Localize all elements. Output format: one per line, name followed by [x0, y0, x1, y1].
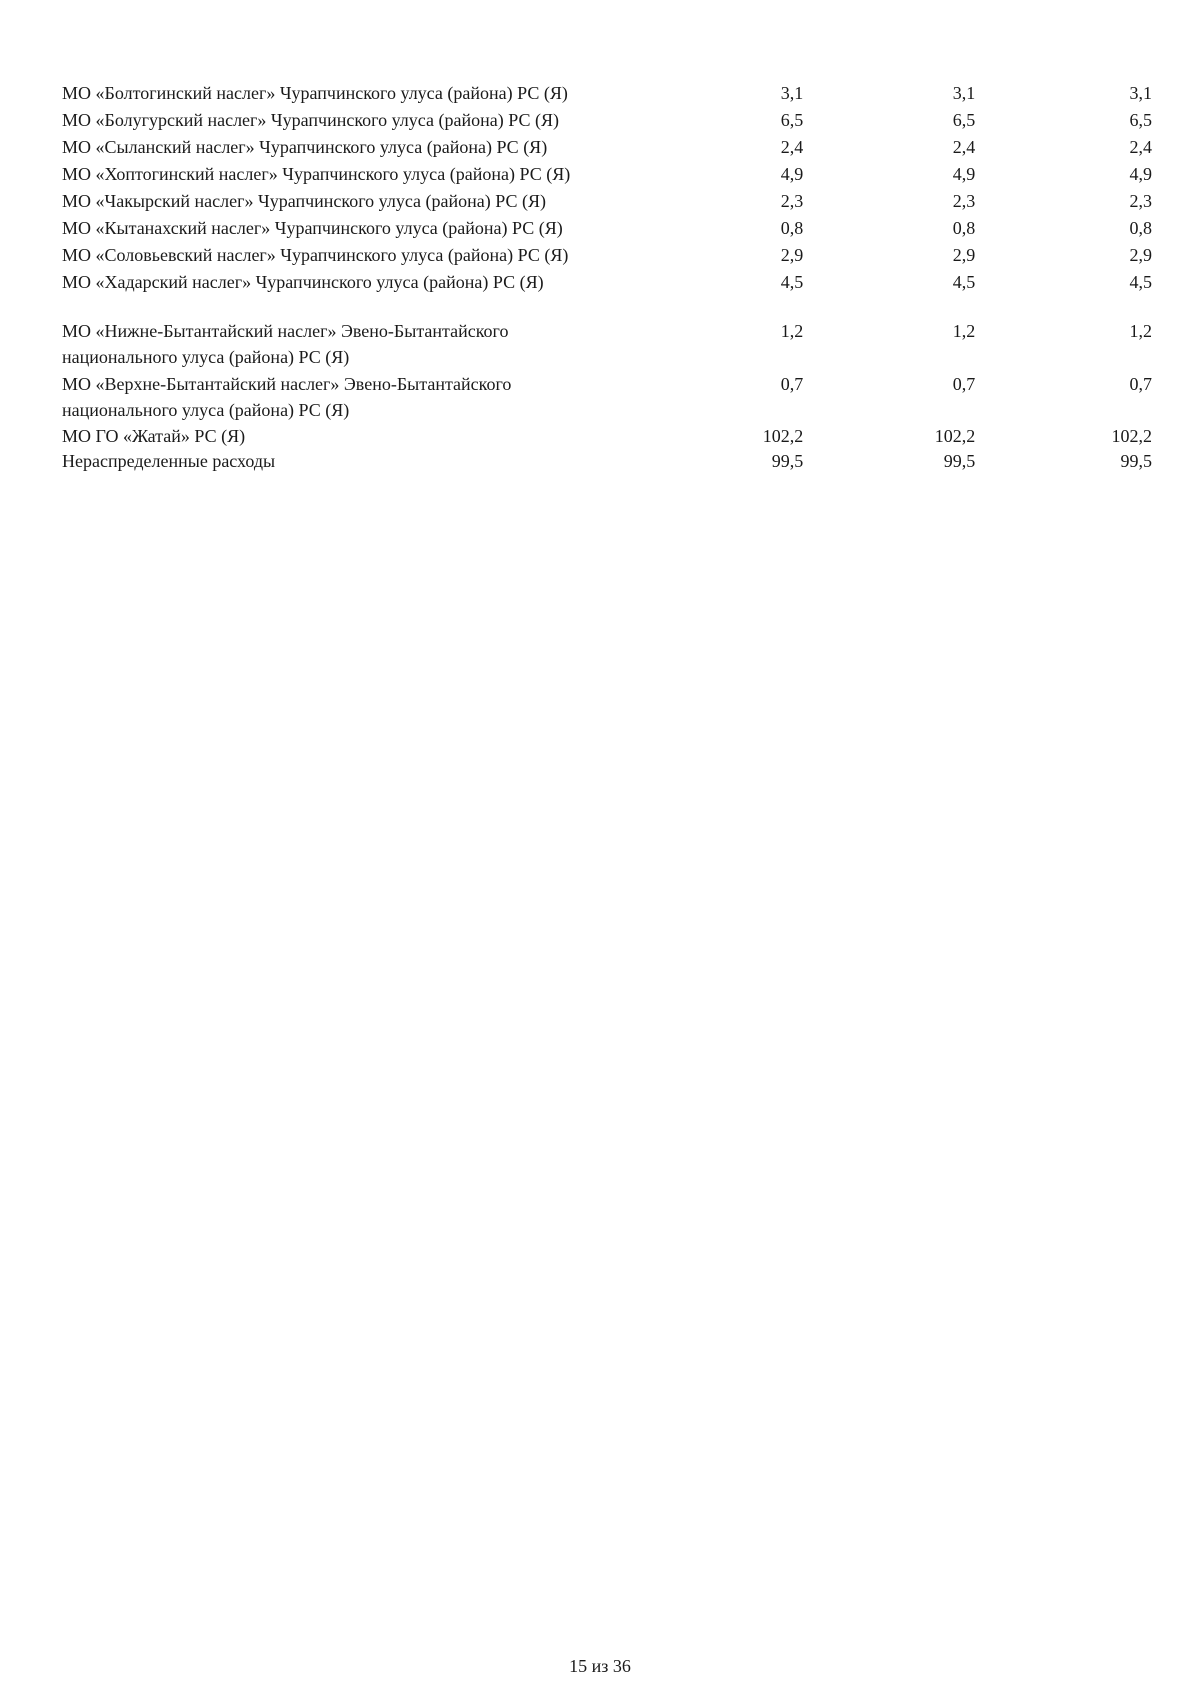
row-value-1: 0,8	[780, 218, 804, 238]
row-name: Нераспределенные расходы	[62, 451, 276, 471]
row-value-3: 0,7	[1129, 374, 1152, 394]
row-value-2: 0,8	[952, 218, 976, 238]
row-value-2: 6,5	[952, 110, 976, 130]
row-value-2: 4,5	[952, 272, 976, 292]
row-name: МО «Кытанахский наслег» Чурапчинского улуса (района) РС (Я)	[62, 218, 563, 238]
row-value-3: 2,9	[1129, 245, 1152, 265]
table-row	[62, 80, 1152, 107]
row-name: МО «Нижне-Бытантайский наслег» Эвено-Бытантайского национального улуса (района) РС (Я)	[62, 321, 509, 367]
page-number: 15 из 36	[569, 1656, 631, 1676]
row-name: МО «Соловьевский наслег» Чурапчинского улуса (района) РС (Я)	[62, 245, 569, 265]
table-row	[62, 371, 1152, 424]
row-value-1: 2,4	[780, 137, 804, 157]
row-value-1: 102,2	[762, 426, 804, 446]
row-name: МО «Хадарский наслег» Чурапчинского улуса (района) РС (Я)	[62, 272, 544, 292]
row-value-2: 2,9	[952, 245, 976, 265]
budget-table	[62, 80, 1152, 474]
row-value-1: 99,5	[771, 451, 804, 471]
table-row	[62, 215, 1152, 242]
row-value-2: 4,9	[952, 164, 976, 184]
row-name: МО «Чакырский наслег» Чурапчинского улуса (района) РС (Я)	[62, 191, 547, 211]
row-value-2: 1,2	[952, 321, 976, 341]
table-row	[62, 449, 1152, 474]
row-value-1: 3,1	[780, 83, 804, 103]
row-value-3: 1,2	[1129, 321, 1152, 341]
row-name: МО «Хоптогинский наслег» Чурапчинского улуса (района) РС (Я)	[62, 164, 571, 184]
row-name: МО «Сыланский наслег» Чурапчинского улуса (района) РС (Я)	[62, 137, 548, 157]
table-row	[62, 161, 1152, 188]
table-row	[62, 269, 1152, 318]
table-row	[62, 107, 1152, 134]
row-value-3: 102,2	[1111, 426, 1152, 446]
table-row	[62, 318, 1152, 371]
row-value-3: 4,9	[1129, 164, 1152, 184]
row-value-2: 2,4	[952, 137, 976, 157]
table-row	[62, 188, 1152, 215]
row-value-1: 2,9	[780, 245, 804, 265]
row-value-2: 102,2	[934, 426, 976, 446]
row-value-2: 0,7	[952, 374, 976, 394]
row-value-2: 2,3	[952, 191, 976, 211]
row-name: МО «Верхне-Бытантайский наслег» Эвено-Бытантайского национального улуса (района) РС (Я)	[62, 374, 512, 420]
row-value-1: 2,3	[780, 191, 804, 211]
row-name: МО ГО «Жатай» РС (Я)	[62, 426, 246, 446]
row-value-1: 1,2	[780, 321, 804, 341]
row-value-3: 6,5	[1129, 110, 1152, 130]
row-value-1: 4,9	[780, 164, 804, 184]
row-value-2: 99,5	[943, 451, 976, 471]
table-row	[62, 134, 1152, 161]
row-value-3: 4,5	[1129, 272, 1152, 292]
row-value-3: 0,8	[1129, 218, 1152, 238]
table-row	[62, 424, 1152, 449]
table-row	[62, 242, 1152, 269]
row-value-1: 6,5	[780, 110, 804, 130]
row-value-3: 99,5	[1120, 451, 1152, 471]
row-value-2: 3,1	[952, 83, 976, 103]
row-value-3: 2,4	[1129, 137, 1152, 157]
row-value-3: 3,1	[1129, 83, 1152, 103]
row-name: МО «Болугурский наслег» Чурапчинского улуса (района) РС (Я)	[62, 110, 559, 130]
row-value-1: 4,5	[780, 272, 804, 292]
row-value-3: 2,3	[1129, 191, 1152, 211]
row-name: МО «Болтогинский наслег» Чурапчинского улуса (района) РС (Я)	[62, 83, 568, 103]
row-value-1: 0,7	[780, 374, 804, 394]
